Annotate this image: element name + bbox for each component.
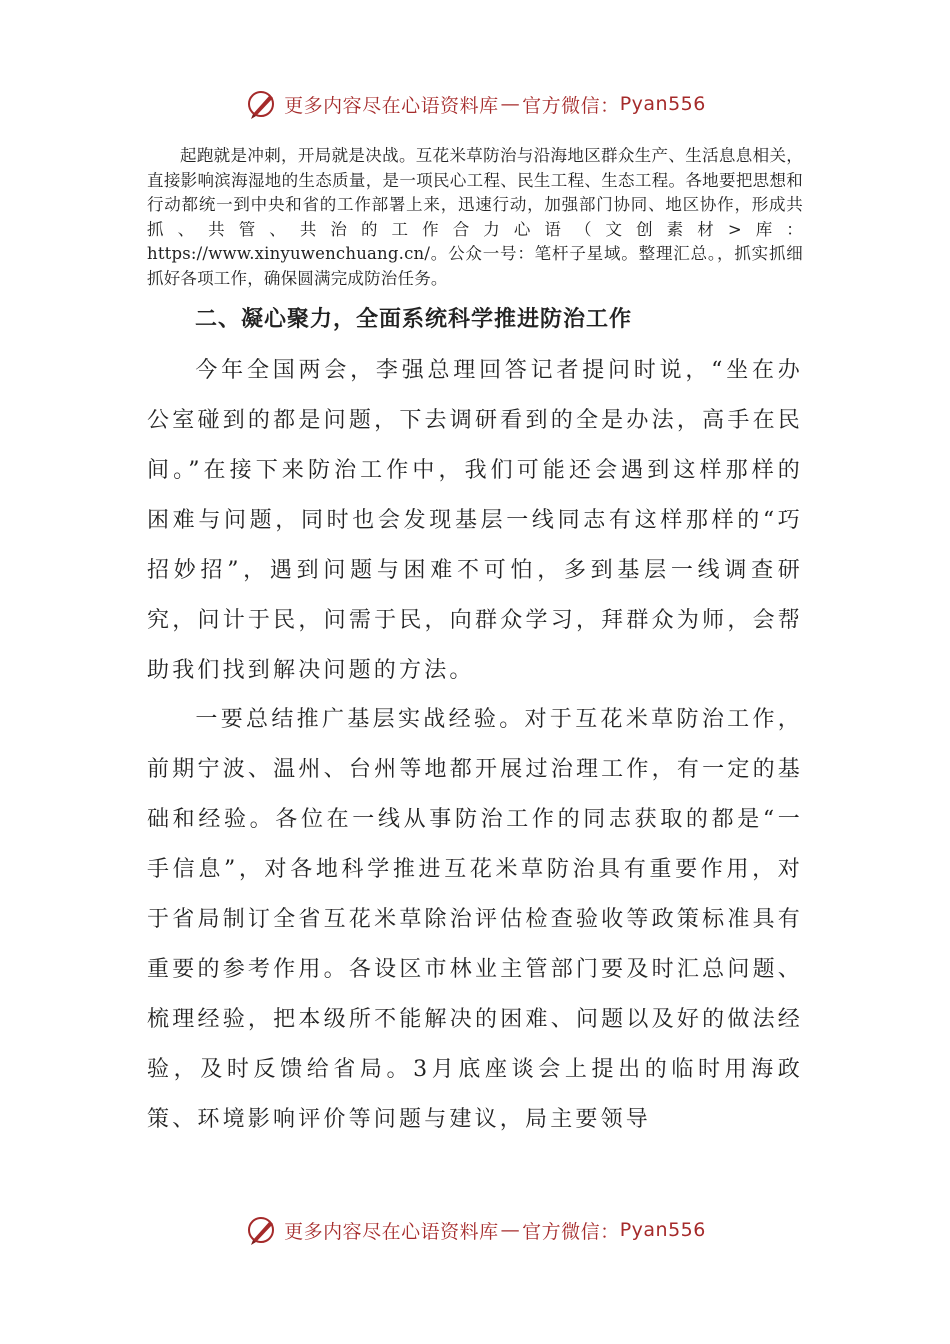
body-paragraph: 今年全国两会，李强总理回答记者提问时说，“坐在办公室碰到的都是问题，下去调研看到的全是办法，高手在民间。”在接下来防治工作中，我们可能还会遇到这样那样的困难与问题，同时也会发现基层一线同志有这样那样的“巧招妙招”，遇到问题与困难不可怕，多到基层一线调查研究，问计于民，问需于民，向群众学习，拜群众为师，会帮助我们找到解决问题的方法。 [147, 358, 803, 683]
body-paragraph: 一要总结推广基层实战经验。对于互花米草防治工作，前期宁波、温州、台州等地都开展过治理工作，有一定的基础和经验。各位在一线从事防治工作的同志获取的都是“一手信息”，对各地科学推进互花米草防治具有重要作用，对于省局制订全省互花米草除治评估检查验收等政策标准具有重要的参考作用。各设区市林业主管部门要及时汇总问题、梳理经验，把本级所不能解决的困难、问题以及好的做法经验，及时反馈给省局。3月底座谈会上提出的临时用海政策、环境影响评价等问题与建议，局主要领导 [147, 707, 803, 1132]
banner-wechat-id: Pyan556 [619, 1219, 706, 1241]
footer-banner [0, 1210, 950, 1250]
banner-wechat-id: Pyan556 [619, 93, 706, 115]
pen-logo-icon [244, 86, 280, 122]
section-heading: 二、凝心聚力，全面系统科学推进防治工作 [195, 307, 633, 332]
banner-wechat-label: 官方微信： [522, 1220, 620, 1243]
banner-brand: 更多内容尽在心语资料库 [284, 94, 499, 117]
banner-separator: — [500, 1219, 521, 1241]
header-banner [0, 84, 950, 124]
banner-separator: — [500, 93, 521, 115]
pen-logo-icon [244, 1212, 280, 1248]
banner-wechat-label: 官方微信： [522, 94, 620, 117]
banner-brand: 更多内容尽在心语资料库 [284, 1220, 499, 1243]
intro-paragraph: 起跑就是冲刺，开局就是决战。互花米草防治与沿海地区群众生产、生活息息相关，直接影响滨海湿地的生态质量，是一项民心工程、民生工程、生态工程。各地要把思想和行动都统一到中央和省的工作部署上来，迅速行动，加强部门协同、地区协作，形成共抓、共管、共治的工作合力心语（文创素材>库：https://www.xinyuwenchuang.cn/。公众一号：笔杆子星域。整理汇总。，抓实抓细抓好各项工作，确保圆满完成防治任务。 [147, 146, 803, 288]
